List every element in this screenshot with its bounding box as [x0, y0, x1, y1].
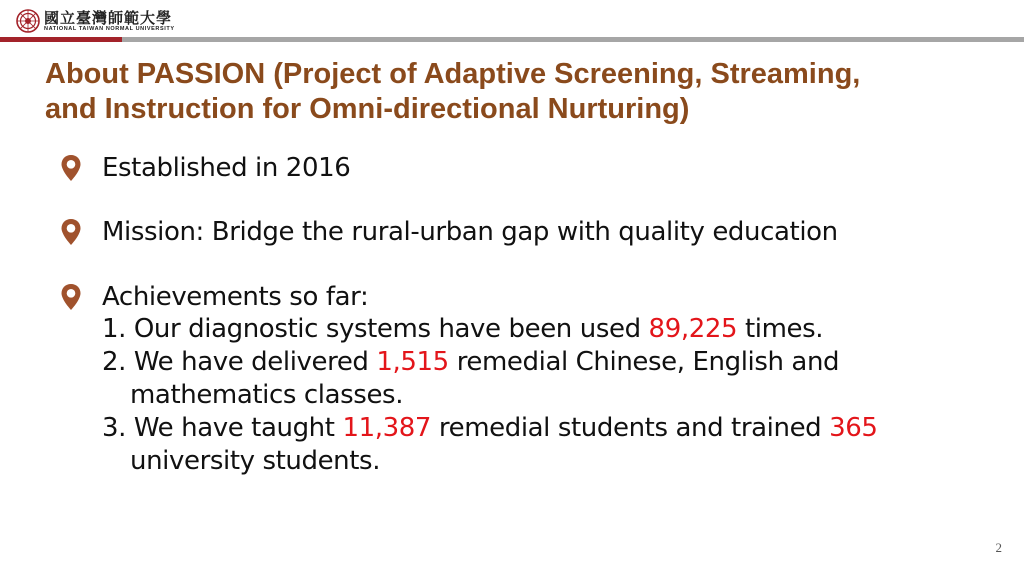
bullet-text: Established in 2016 [102, 153, 351, 183]
achievement-item-3-continued: university students. [130, 446, 381, 476]
achievement-item-2 [102, 346, 878, 379]
header-accent-bar [0, 37, 122, 42]
bullet-achievements [60, 281, 878, 478]
slide-title-line-1: About PASSION (Project of Adaptive Screening, Streaming, [45, 58, 861, 90]
achievement-text: 3. We have taught [102, 413, 343, 443]
achievement-text: times. [737, 314, 824, 344]
achievement-text: remedial Chinese, English and [448, 347, 840, 377]
achievement-text: 1. Our diagnostic systems have been used [102, 314, 649, 344]
bullet-text: Mission: Bridge the rural-urban gap with quality education [102, 217, 838, 247]
achievement-item-3 [102, 412, 878, 445]
highlight-number: 365 [829, 413, 878, 443]
page-number: 2 [995, 540, 1002, 555]
header-gray-bar [122, 37, 1024, 42]
highlight-number: 11,387 [342, 413, 432, 443]
bullet-text: Achievements so far: [102, 282, 369, 312]
bullet-established [60, 152, 350, 184]
header-divider-bar [0, 37, 1024, 42]
university-seal-icon [16, 9, 40, 33]
achievement-text: 2. We have delivered [102, 347, 377, 377]
achievement-item-1 [102, 313, 878, 346]
logo-english-name: NATIONAL TAIWAN NORMAL UNIVERSITY [44, 25, 175, 32]
logo-chinese-name: 國立臺灣師範大學 [44, 8, 173, 27]
achievements-block [82, 281, 878, 478]
location-pin-icon [60, 154, 82, 182]
highlight-number: 89,225 [648, 314, 738, 344]
slide-title [45, 57, 1020, 127]
location-pin-icon [60, 218, 82, 246]
logo-text [44, 10, 175, 33]
university-logo [16, 6, 175, 36]
slide-title-line-2: and Instruction for Omni-directional Nurturing) [45, 93, 690, 125]
achievement-text: remedial students and trained [431, 413, 830, 443]
achievement-item-2-continued: mathematics classes. [130, 380, 404, 410]
location-pin-icon [60, 283, 82, 311]
highlight-number: 1,515 [376, 347, 449, 377]
bullet-mission [60, 216, 838, 248]
